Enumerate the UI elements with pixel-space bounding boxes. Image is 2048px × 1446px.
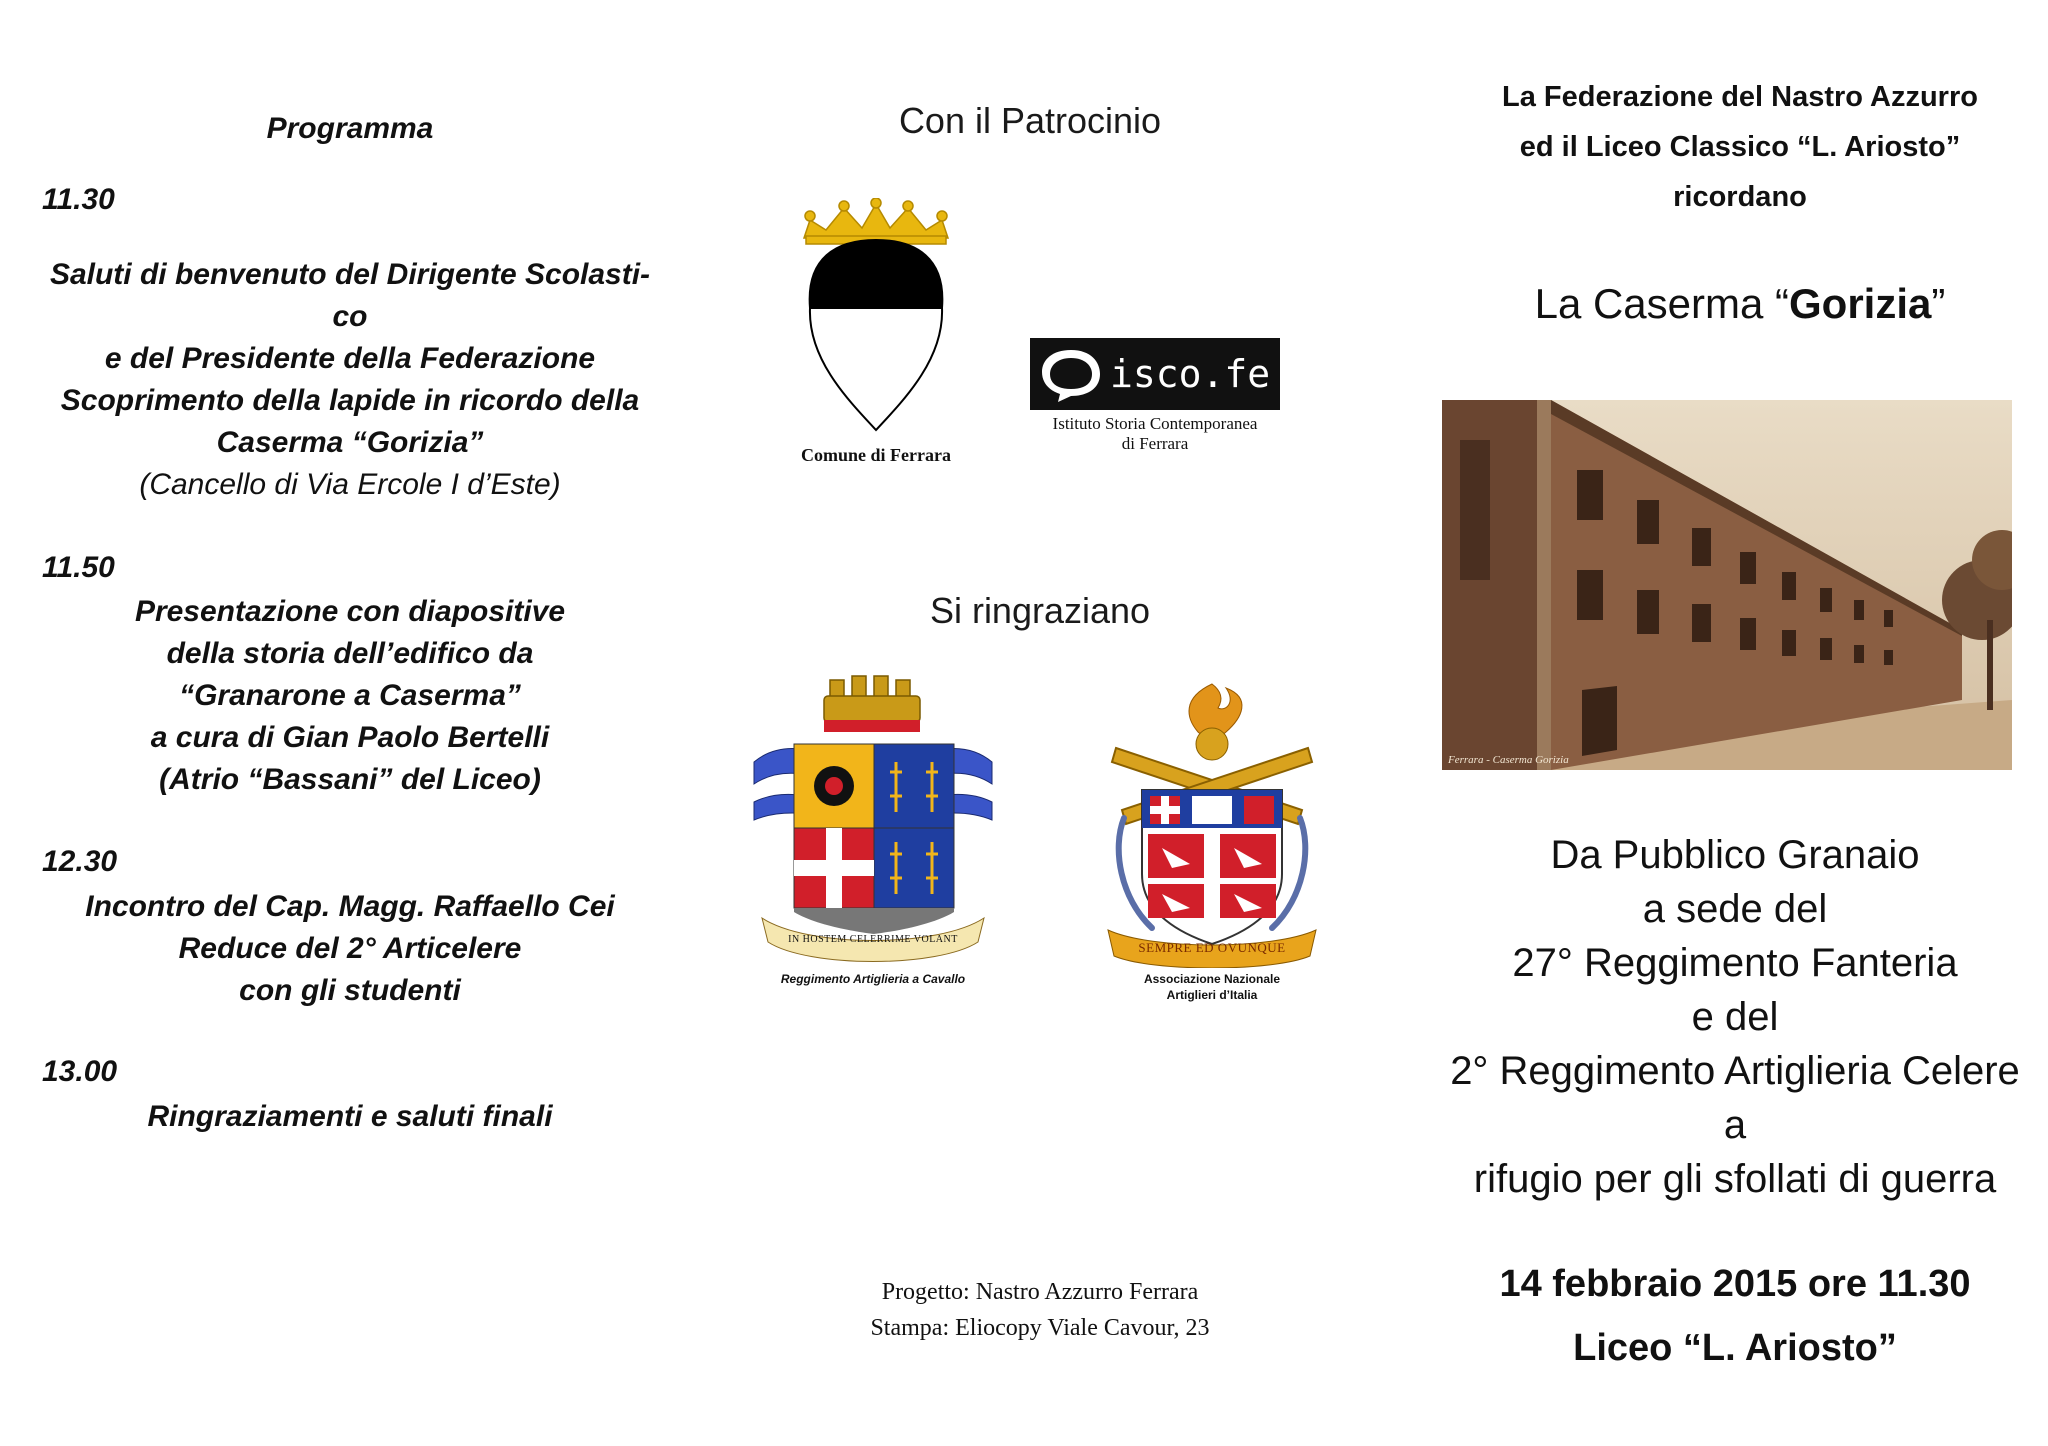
isco-logo-text: isco.fe — [1110, 352, 1271, 396]
program-line: Scoprimento della lapide in ricordo della — [60, 384, 640, 417]
program-block-3 — [30, 886, 670, 1012]
program-line: della storia dell’edifico da — [166, 637, 534, 670]
comune-label: Comune di Ferrara — [801, 445, 951, 465]
program-title: Programma — [266, 112, 434, 145]
program-line: e del Presidente della Federazione — [104, 342, 596, 375]
patronage-title: Con il Patrocinio — [898, 100, 1162, 141]
cover-header-line: La Federazione del Nastro Azzurro — [1502, 81, 1978, 113]
event-info — [1420, 1252, 2048, 1380]
program-line: Presentazione con diapositive — [134, 595, 566, 628]
program-time-3: 12.30 — [42, 845, 118, 878]
description-line: a sede del — [1642, 887, 1828, 931]
program-line: Ringraziamenti e saluti finali — [147, 1100, 553, 1133]
description-line: Da Pubblico Granaio — [1550, 833, 1920, 877]
program-line: co — [332, 300, 368, 333]
ana-label-1: Associazione Nazionale — [1143, 972, 1281, 986]
isco-logo — [1020, 338, 1290, 468]
cover-title — [1440, 280, 2040, 328]
credits — [780, 1274, 1300, 1346]
program-line: Reduce del 2° Articelere — [178, 932, 522, 965]
program-line: Saluti di benvenuto del Dirigente Scolasti- — [49, 258, 651, 291]
cover-title-bold: Gorizia — [1789, 280, 1932, 327]
program-block-1 — [30, 254, 670, 506]
cover-header-line: ricordano — [1673, 181, 1807, 213]
program-time-1: 11.30 — [42, 183, 115, 216]
program-line: (Atrio “Bassani” del Liceo) — [159, 763, 541, 796]
description-line: rifugio per gli sfollati di guerra — [1473, 1157, 1997, 1201]
speech-bubble-icon — [1036, 344, 1106, 404]
thanks-title: Si ringraziano — [929, 590, 1151, 631]
ana-motto: SEMPRE ED OVUNQUE — [1138, 940, 1286, 955]
program-block-2 — [30, 591, 670, 801]
program-line: “Granarone a Caserma” — [179, 679, 521, 712]
program-time-2: 11.50 — [42, 551, 115, 584]
regiment-crest — [748, 672, 998, 992]
credits-print: Stampa: Eliocopy Viale Cavour, 23 — [870, 1315, 1210, 1341]
regiment-motto: IN HOSTEM CELERRIME VOLANT — [788, 934, 958, 945]
isco-label-1: Istituto Storia Contemporanea — [1052, 414, 1258, 433]
cover-header — [1440, 72, 2040, 222]
program-note: (Cancello di Via Ercole I d’Este) — [139, 468, 561, 501]
program-line: con gli studenti — [239, 974, 461, 1007]
program-line: Caserma “Gorizia” — [216, 426, 484, 459]
cover-title-prefix: La Caserma “ — [1534, 280, 1790, 327]
isco-label-2: di Ferrara — [1121, 434, 1189, 453]
cover-title-suffix: ” — [1931, 280, 1946, 327]
ana-coat-of-arms-icon — [1102, 678, 1322, 968]
photo-caption: Ferrara - Caserma Gorizia — [1448, 754, 1569, 766]
credits-project: Progetto: Nastro Azzurro Ferrara — [881, 1279, 1199, 1305]
program-line: Incontro del Cap. Magg. Raffaello Cei — [85, 890, 615, 923]
comune-ferrara-logo — [776, 198, 976, 468]
isco-logo-box — [1030, 338, 1280, 410]
description-line: a — [1723, 1103, 1747, 1147]
program-block-4 — [30, 1096, 670, 1138]
cover-description — [1420, 828, 2048, 1206]
ana-label-2: Artiglieri d’Italia — [1166, 988, 1258, 1002]
program-line: a cura di Gian Paolo Bertelli — [150, 721, 550, 754]
description-line: e del — [1691, 995, 1779, 1039]
regiment-label: Reggimento Artiglieria a Cavallo — [780, 972, 966, 986]
event-venue: Liceo “L. Ariosto” — [1573, 1327, 1897, 1369]
barracks-photo — [1442, 400, 2012, 770]
description-line: 2° Reggimento Artiglieria Celere — [1450, 1049, 2020, 1093]
program-time-4: 13.00 — [42, 1055, 118, 1088]
event-date: 14 febbraio 2015 ore 11.30 — [1499, 1263, 1971, 1305]
cover-header-line: ed il Liceo Classico “L. Ariosto” — [1519, 131, 1961, 163]
ana-crest — [1102, 678, 1322, 1008]
barracks-building-icon — [1442, 400, 2012, 770]
regiment-coat-of-arms-icon — [748, 672, 998, 972]
description-line: 27° Reggimento Fanteria — [1512, 941, 1958, 985]
shield-crown-icon — [776, 198, 976, 438]
